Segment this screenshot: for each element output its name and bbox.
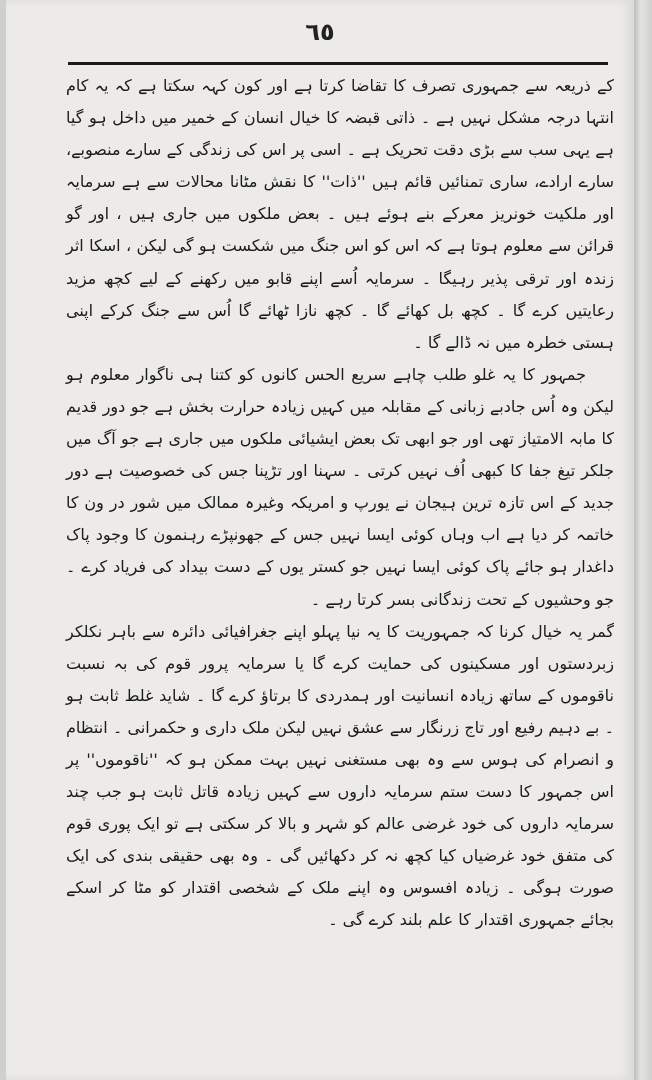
book-edge xyxy=(634,0,652,1080)
paragraph-1: کے ذریعہ سے جمہوری تصرف کا تقاضا کرتا ہے اور کون کہہ سکتا ہے کہ یہ کام انتہا درجہ مشکل نہیں ہے ۔ ذاتی قبضہ کا خیال انسان کے خمیر میں داخل ہو گیا ہے یہی سب سے بڑی دقت تحریک ہے ۔ اسی پر اس کی زندگی کے سارے منصوبے، سارے ارادے، ساری تمنائیں قائم ہیں ''ذات'' کا نقش مٹانا محالات سے ہے سرمایہ اور ملکیت خونریز معرکے بنے ہوئے ہیں ۔ بعض ملکوں میں جاری ہیں ، اور گو قرائن سے معلوم ہوتا ہے کہ اس کو اس جنگ میں شکست ہو گی لیکن ، اسکا اثر زندہ اور ترقی پذیر رہیگا ۔ سرمایہ اُسے اپنے قابو میں رکھنے کے لیے کچھ مزید رعایتیں کرے گا ۔ کچھ بل کھائے گا ۔ کچھ نازا ٹھائے گا اُس سے جنگ کرکے اپنی ہستی خطرہ میں نہ ڈالے گا ۔ xyxy=(66,76,614,352)
page-number: ٦٥ xyxy=(305,18,335,46)
body-text xyxy=(66,70,614,937)
paragraph-2: جمہور کا یہ غلو طلب چاہے سریع الحس کانوں کو کتنا ہی ناگوار معلوم ہو لیکن وہ اُس جادبے زبانی کے مقابلہ میں کہیں زیادہ حرارت بخش ہے جو دور قدیم کا مابہ الامتیاز تھی اور جو ابھی تک بعض ایشیائی ملکوں میں جاری ہے جو آگ میں جلکر تیغ جفا کا کبھی اُف نہیں کرتی ۔ سہنا اور تڑپنا جس کی خصوصیت ہے دور جدید کے اس تازہ ترین ہیجان نے یورپ و امریکہ وغیرہ ممالک میں شور در ون کا خاتمہ کر دیا ہے اب وہاں کوئی ایسا نہیں جس کے جھونپڑے رہنمون کا وجود پاک داغدار ہو جائے پاک کوئی ایسا نہیں جو کستر یوں کے دست بیداد کی فریاد کرے ۔ جو وحشیوں کے تحت زندگانی بسر کرتا رہے ۔ xyxy=(66,364,614,609)
book-page xyxy=(6,0,634,1080)
header-rule xyxy=(68,62,608,65)
paragraph-3: گمر یہ خیال کرنا کہ جمہوریت کا یہ نیا پہلو اپنے جغرافیائی دائرہ سے باہر نکلکر زبردستوں اور مسکینوں کی حمایت کرے گا یا سرمایہ پرور قوم کی بہ نسبت ناقوموں کے ساتھ زیادہ انسانیت اور ہمدردی کا برتاؤ کرے گا ۔ شاید غلط ثابت ہو ۔ بے دہیم رفیع اور تاج زرنگار سے عشق نہیں لیکن ملک داری و حکمرانی ۔ انتظام و انصرام کی ہوس سے وہ بھی مستغنی نہیں بہت ممکن ہو کہ ''ناقوموں'' پر اس جمہور کا دست ستم سرمایہ داروں سے کہیں زیادہ قاتل ثابت ہو جب چند سرمایہ داروں کی خود غرضی عالم کو شہر و بالا کر سکتی ہے تو ایک پوری قوم کی متفق خود غرضیاں کیا کچھ نہ کر دکھائیں گی ۔ وہ بھی حقیقی بندی کی ایک صورت ہوگی ۔ زیادہ افسوس وہ اپنے ملک کے شخصی اقتدار کو مٹا کر اسکے بجائے جمہوری اقتدار کا علم بلند کرے گی ۔ xyxy=(66,621,614,930)
